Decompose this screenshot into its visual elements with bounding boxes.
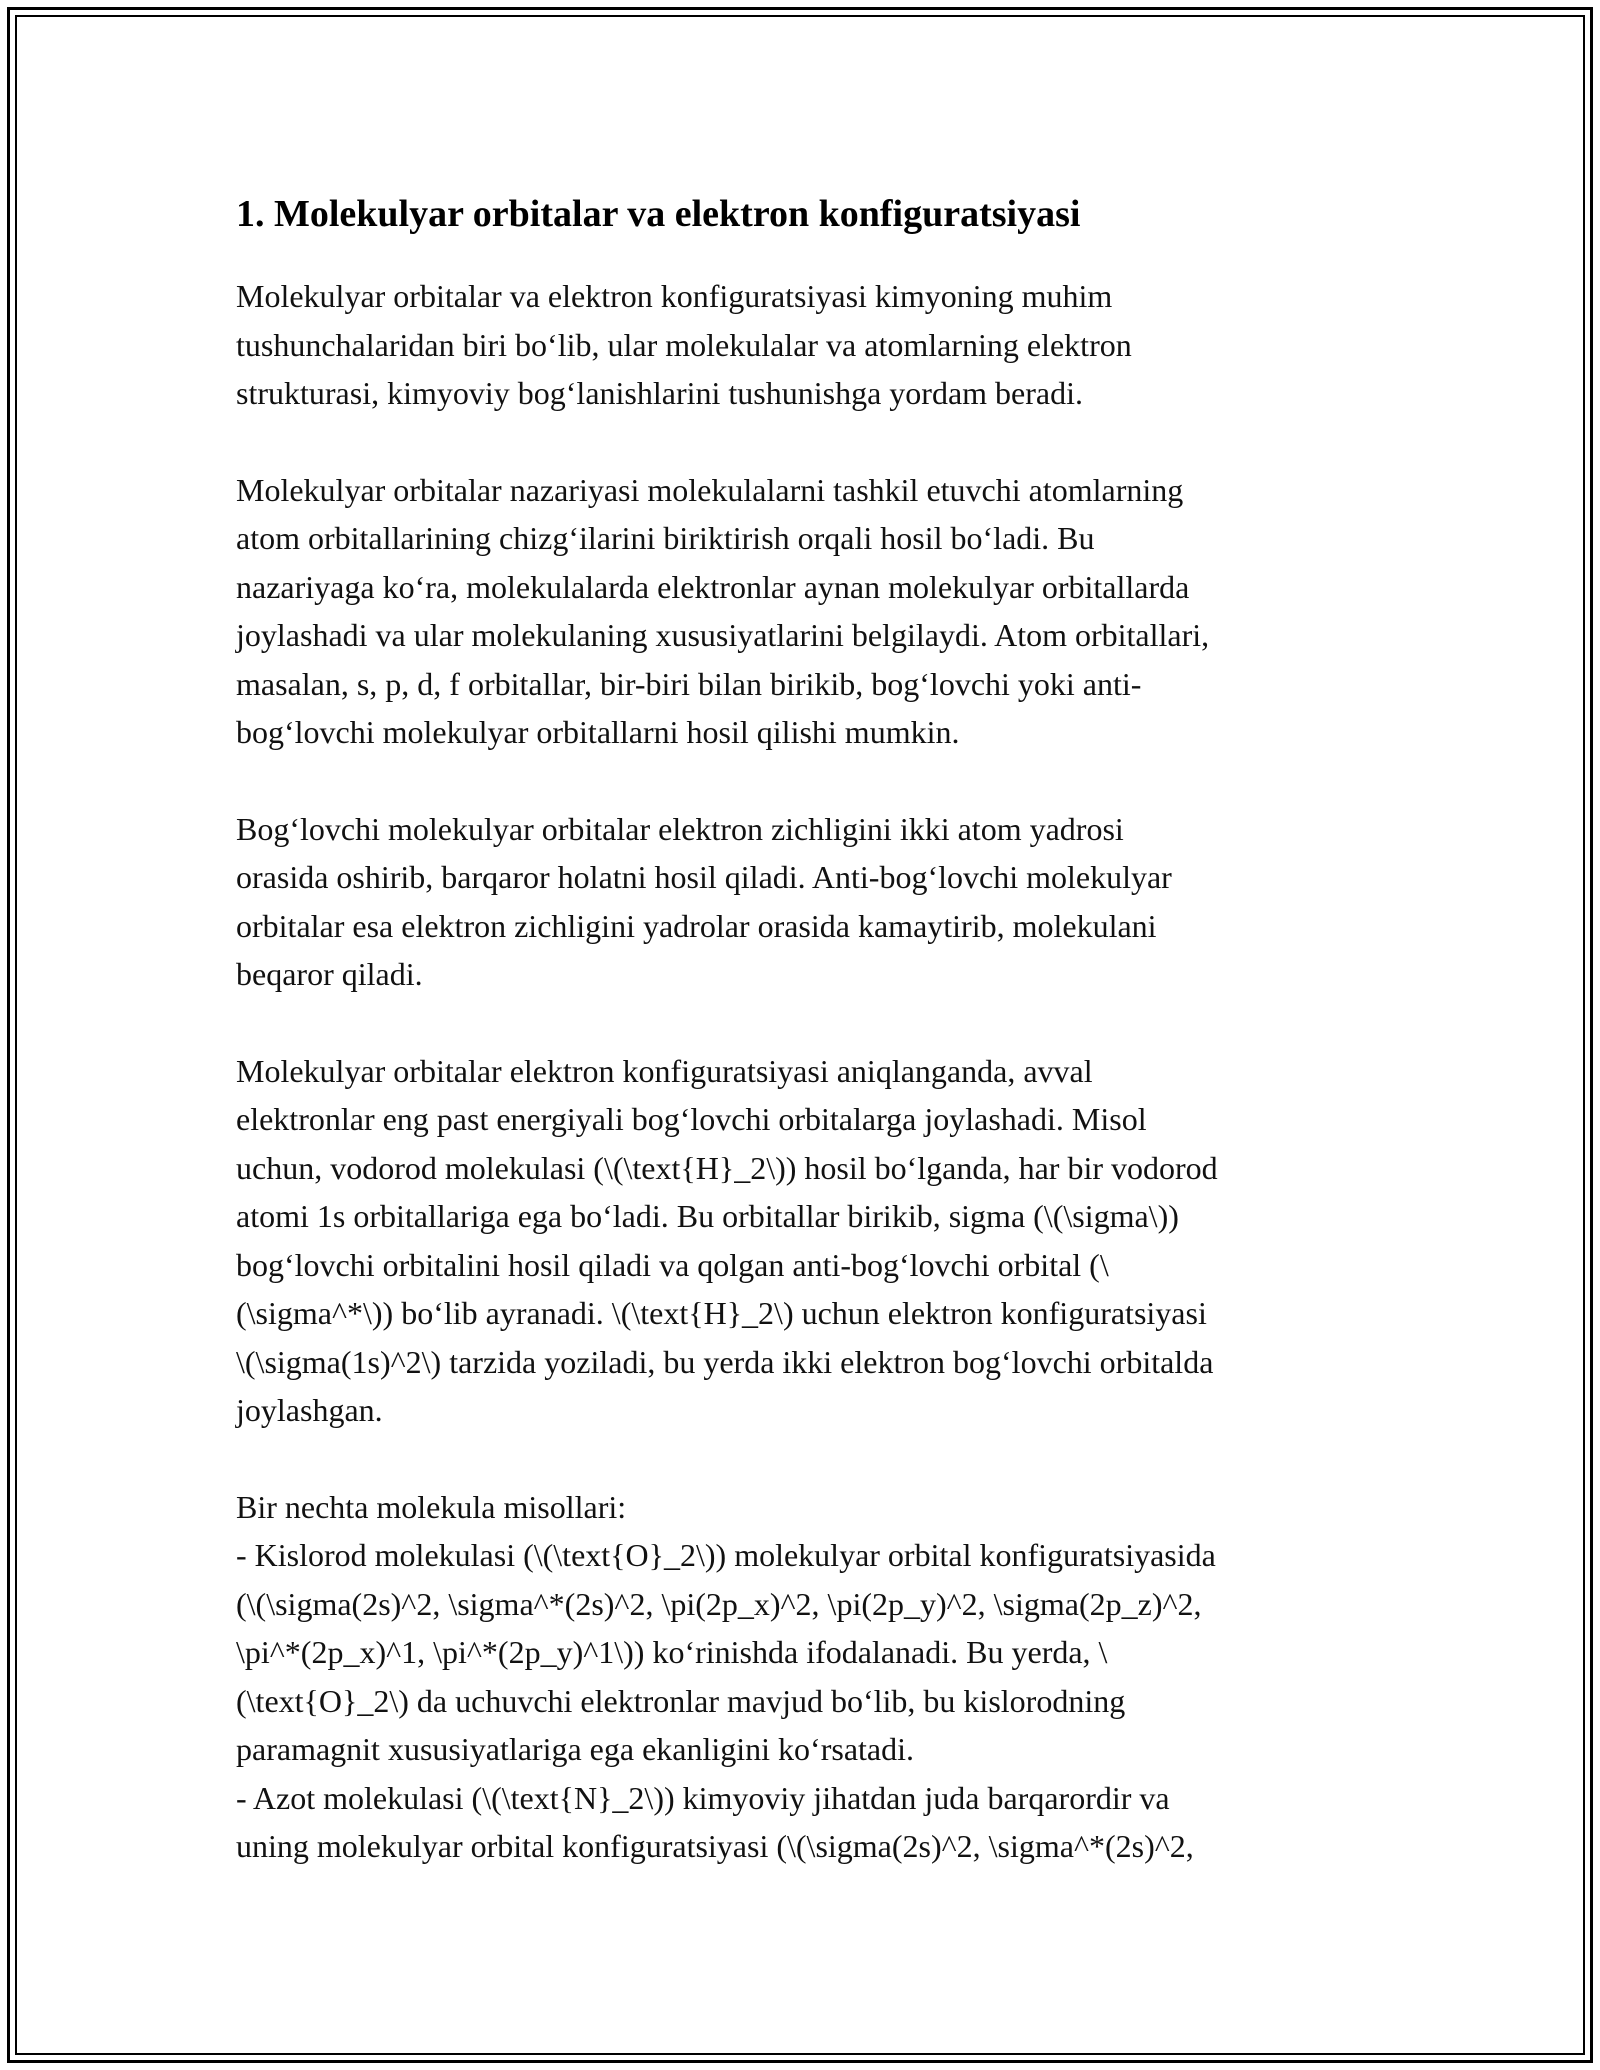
paragraph-bonding <box>236 805 1370 999</box>
text-line: Bog‘lovchi molekulyar orbitalar elektron zichligini ikki atom yadrosi <box>236 810 1124 847</box>
text-line: (\sigma^*\)) bo‘lib ayranadi. \(\text{H}_2\) uchun elektron konfiguratsiyasi <box>236 1295 1207 1331</box>
text-line: tushunchalaridan biri bo‘lib, ular molekulalar va atomlarning elektron <box>236 326 1132 363</box>
text-line: joylashgan. <box>236 1392 383 1428</box>
paragraph-theory <box>236 466 1370 757</box>
list-item-nitrogen: - Azot molekulasi (\(\text{N}_2\)) kimyoviy jihatdan juda barqarordir va <box>236 1779 1170 1816</box>
text-line: nazariyaga ko‘ra, molekulalarda elektronlar aynan molekulyar orbitallarda <box>236 568 1190 605</box>
text-line: orbitalar esa elektron zichligini yadrolar orasida kamaytirib, molekulani <box>236 907 1157 944</box>
text-line: bog‘lovchi molekulyar orbitallarni hosil qilishi mumkin. <box>236 714 960 750</box>
text-line: uchun, vodorod molekulasi (\(\text{H}_2\)) hosil bo‘lganda, har bir vodorod <box>236 1149 1218 1186</box>
text-line: atom orbitallarining chizg‘ilarini biriktirish orqali hosil bo‘ladi. Bu <box>236 520 1095 556</box>
document-body <box>236 190 1370 1871</box>
section-heading: 1. Molekulyar orbitalar va elektron konfiguratsiyasi <box>236 193 1081 235</box>
text-line: joylashadi va ular molekulaning xususiyatlarini belgilaydi. Atom orbitallari, <box>236 617 1210 653</box>
text-line: Molekulyar orbitalar elektron konfiguratsiyasi aniqlanganda, avval <box>236 1052 1093 1089</box>
paragraph-intro <box>236 272 1370 418</box>
text-line: elektronlar eng past energiyali bog‘lovchi orbitalarga joylashadi. Misol <box>236 1101 1147 1137</box>
list-item-oxygen: - Kislorod molekulasi (\(\text{O}_2\)) molekulyar orbital konfiguratsiyasida <box>236 1537 1216 1573</box>
text-line: masalan, s, p, d, f orbitallar, bir-biri bilan birikib, bog‘lovchi yoki anti- <box>236 665 1142 702</box>
text-line: beqaror qiladi. <box>236 956 423 992</box>
text-line: atomi 1s orbitallariga ega bo‘ladi. Bu orbitallar birikib, sigma (\(\sigma\)) <box>236 1198 1179 1234</box>
text-line: Molekulyar orbitalar va elektron konfiguratsiyasi kimyoning muhim <box>236 278 1113 314</box>
text-line: \pi^*(2p_x)^1, \pi^*(2p_y)^1\)) ko‘rinishda ifodalanadi. Bu yerda, \ <box>236 1634 1108 1670</box>
text-line: Molekulyar orbitalar nazariyasi molekulalarni tashkil etuvchi atomlarning <box>236 471 1184 508</box>
text-line: bog‘lovchi orbitalini hosil qiladi va qolgan anti-bog‘lovchi orbital (\ <box>236 1246 1109 1283</box>
text-line: (\text{O}_2\) da uchuvchi elektronlar mavjud bo‘lib, bu kislorodning <box>236 1682 1126 1719</box>
paragraph-configuration <box>236 1047 1370 1435</box>
text-line: paramagnit xususiyatlariga ega ekanligini ko‘rsatadi. <box>236 1731 914 1767</box>
text-line: strukturasi, kimyoviy bog‘lanishlarini tushunishga yordam beradi. <box>236 375 1083 411</box>
text-line: (\(\sigma(2s)^2, \sigma^*(2s)^2, \pi(2p_x)^2, \pi(2p_y)^2, \sigma(2p_z)^2, <box>236 1585 1202 1622</box>
text-line: uning molekulyar orbital konfiguratsiyasi (\(\sigma(2s)^2, \sigma^*(2s)^2, <box>236 1828 1194 1864</box>
text-line: \(\sigma(1s)^2\) tarzida yoziladi, bu yerda ikki elektron bog‘lovchi orbitalda <box>236 1343 1214 1380</box>
text-line: orasida oshirib, barqaror holatni hosil qiladi. Anti-bog‘lovchi molekulyar <box>236 859 1172 895</box>
paragraph-examples <box>236 1483 1370 1871</box>
text-line: Bir nechta molekula misollari: <box>236 1488 627 1525</box>
